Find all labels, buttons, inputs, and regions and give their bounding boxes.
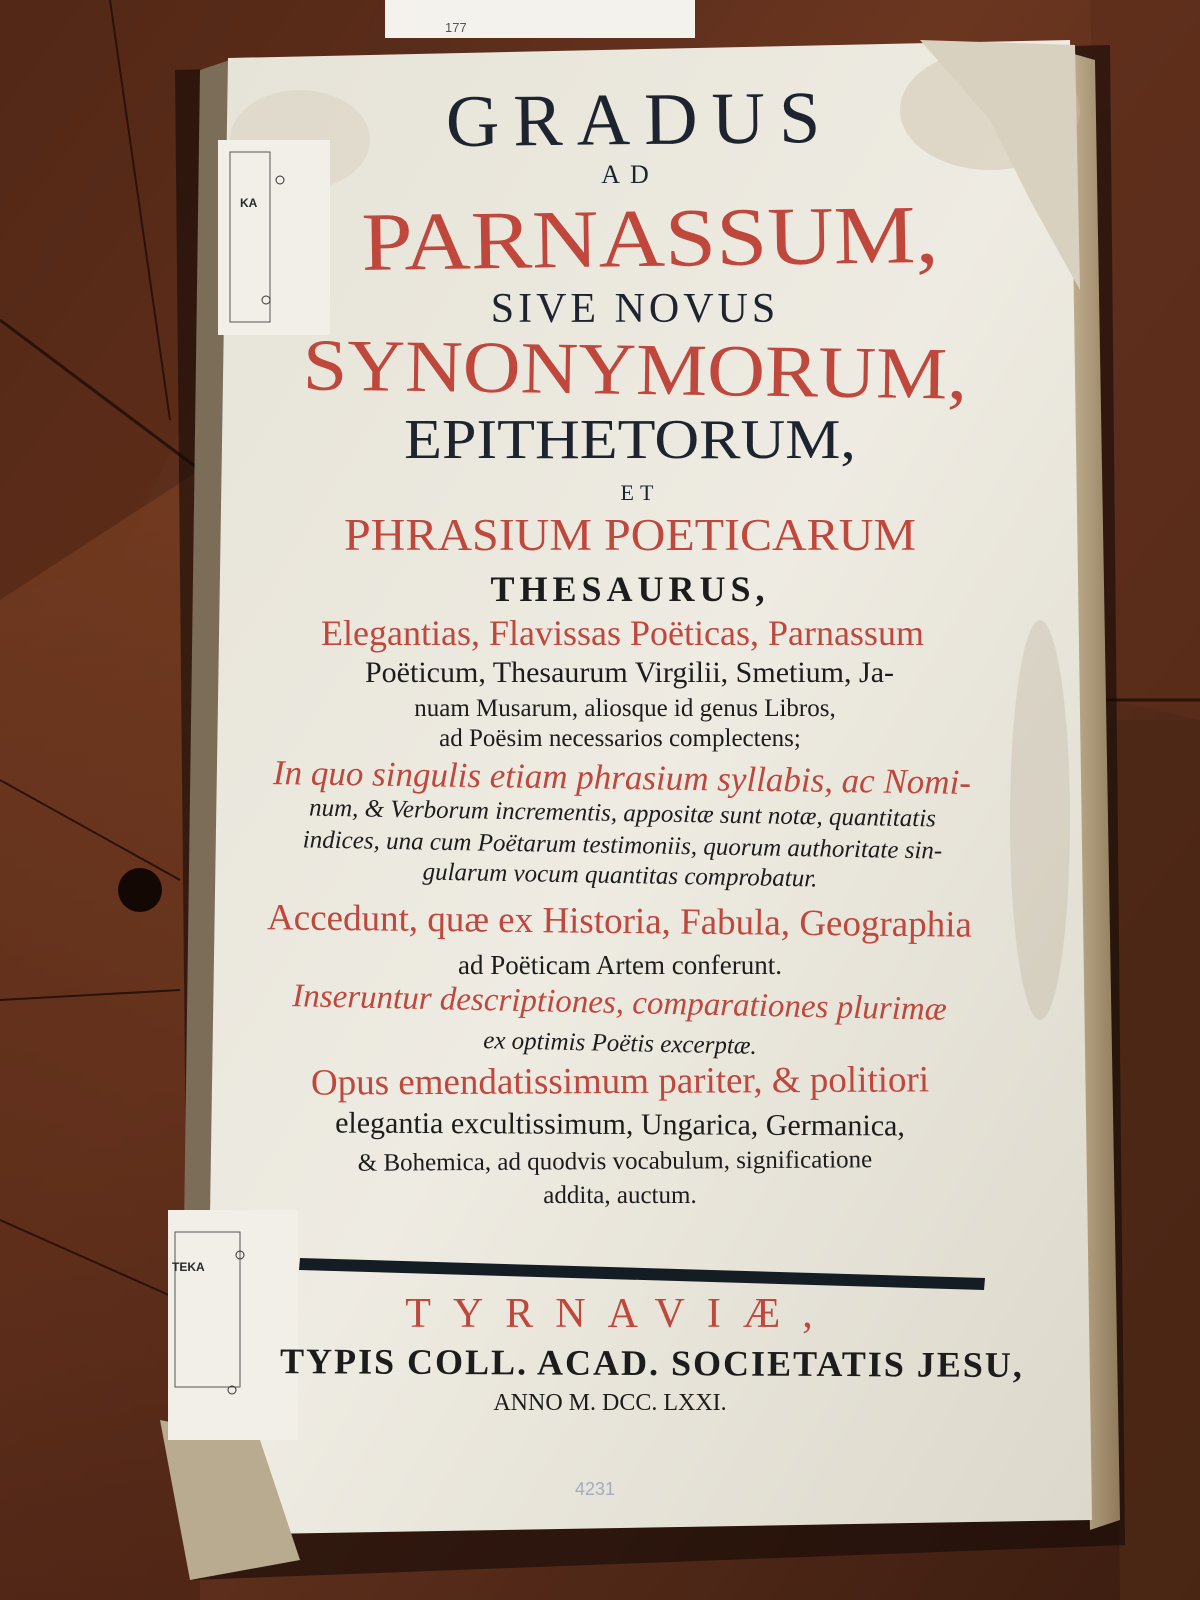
imprint-printer: TYPIS COLL. ACAD. SOCIETATIS JESU, (279, 1341, 1024, 1386)
imprint-year: ANNO M. DCC. LXXI. (493, 1390, 727, 1416)
label-upper-text: KA (240, 196, 258, 210)
title-parnassum: PARNASSUM, (360, 188, 940, 288)
body-line: Poëticum, Thesaurum Virgilii, Smetium, Ja- (365, 656, 894, 689)
svg-text:4231: 4231 (575, 1479, 616, 1499)
title-thesaurus: THESAURUS, (490, 569, 770, 609)
title-sive-novus: SIVE NOVUS (490, 286, 780, 332)
body-line: ad Poëticam Artem conferunt. (458, 950, 782, 980)
body-line: ex optimis Poëtis excerptæ. (482, 1027, 758, 1060)
body-line: gularum vocum quantitas comprobatur. (422, 858, 818, 893)
body-line: Opus emendatissimum pariter, & politiori (310, 1059, 930, 1104)
body-line: num, & Verborum incrementis, appositæ sunt notæ, quantitatis (308, 794, 937, 833)
body-line: nuam Musarum, aliosque id genus Libros, (414, 695, 836, 722)
body-line: Accedunt, quæ ex Historia, Fabula, Geographia (266, 897, 973, 946)
body-line: In quo singulis etiam phrasium syllabis, ac Nomi- (272, 753, 972, 802)
body-line: ad Poësim necessarios complectens; (439, 725, 801, 752)
body-line: addita, auctum. (543, 1182, 697, 1209)
title-phrasium: PHRASIUM POETICARUM (343, 510, 917, 561)
label-lower-text: TEKA (172, 1260, 205, 1274)
body-line: elegantia excultissimum, Ungarica, Germanica, (335, 1106, 905, 1143)
body-line: Elegantias, Flavissas Poëticas, Parnassum (321, 613, 924, 653)
title-ad: AD (601, 160, 659, 189)
title-gradus: GRADUS (445, 76, 835, 164)
imprint-place: TYRNAVIÆ, (405, 1291, 835, 1337)
shelf-tag-number: 177 (445, 20, 467, 35)
body-line: indices, una cum Poëtarum testimoniis, quorum authoritate sin- (302, 826, 943, 865)
body-line: & Bohemica, ad quodvis vocabulum, significatione (357, 1146, 873, 1177)
title-epithetorum: EPITHETORUM, (404, 409, 856, 471)
body-line: Inseruntur descriptiones, comparationes plurimæ (291, 978, 948, 1028)
title-synonymorum: SYNONYMORUM, (302, 324, 968, 416)
title-et: ET (620, 480, 660, 505)
